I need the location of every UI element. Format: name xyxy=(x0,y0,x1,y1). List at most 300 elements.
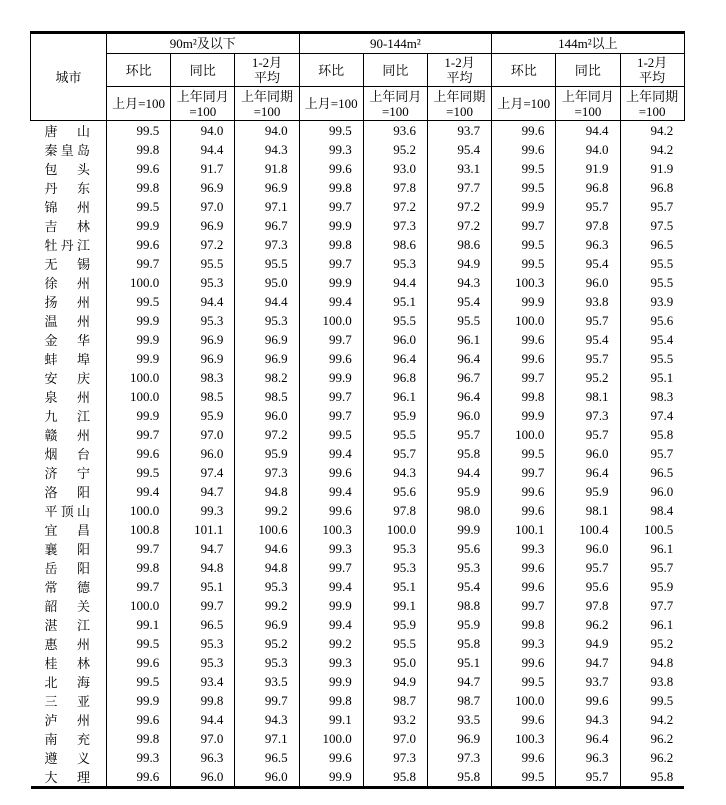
value-cell: 99.4 xyxy=(299,444,363,463)
value-cell: 99.6 xyxy=(107,767,171,788)
city-cell: 泸州 xyxy=(44,713,90,728)
value-cell: 95.1 xyxy=(620,368,684,387)
value-cell: 100.0 xyxy=(107,387,171,406)
value-cell: 101.1 xyxy=(171,520,235,539)
value-cell: 99.9 xyxy=(299,273,363,292)
value-cell: 97.3 xyxy=(363,216,427,235)
value-cell: 95.2 xyxy=(620,634,684,653)
value-cell: 99.6 xyxy=(299,159,363,178)
base-label: 上年同期 xyxy=(240,88,293,104)
table-row xyxy=(31,634,685,653)
value-cell: 93.8 xyxy=(620,672,684,691)
value-cell: 98.4 xyxy=(620,501,684,520)
value-cell: 99.8 xyxy=(107,140,171,159)
value-cell: 95.5 xyxy=(620,349,684,368)
value-cell: 99.9 xyxy=(492,406,556,425)
value-cell: 94.8 xyxy=(171,558,235,577)
value-cell: 99.9 xyxy=(299,596,363,615)
value-cell: 95.7 xyxy=(620,197,684,216)
value-cell: 94.2 xyxy=(620,140,684,159)
value-cell: 95.8 xyxy=(620,767,684,788)
value-cell: 95.7 xyxy=(427,425,491,444)
table-row xyxy=(31,767,685,788)
value-cell: 93.5 xyxy=(427,710,491,729)
value-cell: 99.2 xyxy=(299,634,363,653)
value-cell: 96.1 xyxy=(620,615,684,634)
city-cell: 烟台 xyxy=(44,447,90,462)
value-cell: 99.5 xyxy=(492,159,556,178)
measure-label: 平均 xyxy=(253,70,280,85)
city-cell: 唐山 xyxy=(44,124,90,139)
value-cell: 94.3 xyxy=(556,710,620,729)
value-cell: 99.3 xyxy=(492,539,556,558)
value-cell: 95.1 xyxy=(363,292,427,311)
table-row xyxy=(31,463,685,482)
value-cell: 94.9 xyxy=(363,672,427,691)
city-cell: 大理 xyxy=(44,770,90,785)
price-index-table xyxy=(30,31,685,789)
value-cell: 99.6 xyxy=(299,501,363,520)
value-cell: 95.4 xyxy=(427,140,491,159)
value-cell: 96.2 xyxy=(620,729,684,748)
value-cell: 97.3 xyxy=(235,463,299,482)
value-cell: 97.2 xyxy=(427,197,491,216)
table-row xyxy=(31,140,685,159)
base-header-mom xyxy=(107,87,171,121)
value-cell: 99.5 xyxy=(620,691,684,710)
value-cell: 99.6 xyxy=(107,444,171,463)
value-cell: 96.3 xyxy=(171,748,235,767)
value-cell: 99.3 xyxy=(492,634,556,653)
value-cell: 99.1 xyxy=(107,615,171,634)
value-cell: 97.2 xyxy=(171,235,235,254)
value-cell: 98.3 xyxy=(620,387,684,406)
value-cell: 99.9 xyxy=(299,216,363,235)
value-cell: 95.4 xyxy=(556,330,620,349)
city-cell: 洛阳 xyxy=(44,485,90,500)
city-cell: 包头 xyxy=(44,162,90,177)
value-cell: 96.9 xyxy=(171,178,235,197)
base-label: 上年同期 xyxy=(626,88,679,104)
value-cell: 95.3 xyxy=(363,254,427,273)
value-cell: 96.8 xyxy=(363,368,427,387)
value-cell: 95.3 xyxy=(171,273,235,292)
value-cell: 99.5 xyxy=(492,178,556,197)
value-cell: 99.5 xyxy=(299,425,363,444)
city-cell: 锦州 xyxy=(44,200,90,215)
value-cell: 95.5 xyxy=(620,273,684,292)
value-cell: 96.1 xyxy=(427,330,491,349)
value-cell: 97.8 xyxy=(556,216,620,235)
group-header-144-above: 144m²以上 xyxy=(492,33,685,54)
value-cell: 99.5 xyxy=(492,254,556,273)
table-row xyxy=(31,577,685,596)
value-cell: 99.4 xyxy=(299,615,363,634)
base-header-mom xyxy=(299,87,363,121)
city-cell: 九江 xyxy=(44,409,90,424)
value-cell: 99.5 xyxy=(492,235,556,254)
value-cell: 99.4 xyxy=(299,292,363,311)
value-cell: 95.6 xyxy=(363,482,427,501)
value-cell: 99.9 xyxy=(107,311,171,330)
value-cell: 95.3 xyxy=(235,311,299,330)
base-label: =100 xyxy=(381,103,409,119)
measure-header-avg xyxy=(620,54,684,87)
city-cell: 蚌埠 xyxy=(44,352,90,367)
measure-label: 同比 xyxy=(189,62,216,78)
value-cell: 98.6 xyxy=(363,235,427,254)
table-row xyxy=(31,558,685,577)
value-cell: 99.3 xyxy=(299,539,363,558)
value-cell: 100.0 xyxy=(363,520,427,539)
value-cell: 97.0 xyxy=(171,197,235,216)
value-cell: 94.3 xyxy=(427,273,491,292)
value-cell: 94.8 xyxy=(620,653,684,672)
value-cell: 91.8 xyxy=(235,159,299,178)
value-cell: 99.3 xyxy=(171,501,235,520)
city-cell: 湛江 xyxy=(44,618,90,633)
value-cell: 94.2 xyxy=(620,710,684,729)
value-cell: 94.4 xyxy=(171,140,235,159)
measure-header-row xyxy=(31,54,685,87)
value-cell: 94.3 xyxy=(363,463,427,482)
value-cell: 96.0 xyxy=(235,406,299,425)
table-row xyxy=(31,349,685,368)
value-cell: 99.7 xyxy=(107,539,171,558)
measure-header-avg xyxy=(235,54,299,87)
value-cell: 99.2 xyxy=(235,596,299,615)
value-cell: 95.3 xyxy=(427,558,491,577)
measure-header-yoy xyxy=(556,54,620,87)
value-cell: 99.8 xyxy=(492,615,556,634)
value-cell: 100.5 xyxy=(620,520,684,539)
value-cell: 96.5 xyxy=(235,748,299,767)
value-cell: 99.6 xyxy=(492,748,556,767)
value-cell: 95.5 xyxy=(171,254,235,273)
value-cell: 99.8 xyxy=(107,178,171,197)
value-cell: 93.1 xyxy=(427,159,491,178)
value-cell: 91.7 xyxy=(171,159,235,178)
base-label: 上月=100 xyxy=(304,96,358,111)
value-cell: 95.8 xyxy=(427,444,491,463)
value-cell: 99.6 xyxy=(299,463,363,482)
value-cell: 99.7 xyxy=(299,387,363,406)
value-cell: 95.8 xyxy=(427,634,491,653)
value-cell: 98.3 xyxy=(171,368,235,387)
measure-label: 环比 xyxy=(125,62,152,78)
city-cell: 金华 xyxy=(44,333,90,348)
measure-label: 环比 xyxy=(318,62,345,78)
city-cell: 韶关 xyxy=(44,599,90,614)
value-cell: 95.0 xyxy=(363,653,427,672)
base-header-yoy xyxy=(556,87,620,121)
value-cell: 99.7 xyxy=(492,463,556,482)
value-cell: 96.9 xyxy=(235,178,299,197)
value-cell: 96.0 xyxy=(427,406,491,425)
base-header-avg xyxy=(235,87,299,121)
value-cell: 95.8 xyxy=(620,425,684,444)
city-cell: 无锡 xyxy=(44,257,90,272)
city-cell: 宜昌 xyxy=(44,523,90,538)
value-cell: 99.9 xyxy=(492,197,556,216)
value-cell: 94.3 xyxy=(235,140,299,159)
value-cell: 99.7 xyxy=(492,596,556,615)
city-cell: 南充 xyxy=(44,732,90,747)
value-cell: 96.0 xyxy=(171,767,235,788)
value-cell: 93.0 xyxy=(363,159,427,178)
value-cell: 99.6 xyxy=(492,501,556,520)
value-cell: 95.8 xyxy=(363,767,427,788)
value-cell: 95.6 xyxy=(556,577,620,596)
base-label: =100 xyxy=(253,103,281,119)
value-cell: 99.6 xyxy=(492,330,556,349)
value-cell: 98.7 xyxy=(427,691,491,710)
value-cell: 99.8 xyxy=(299,178,363,197)
value-cell: 98.5 xyxy=(235,387,299,406)
value-cell: 95.9 xyxy=(363,615,427,634)
city-cell: 丹东 xyxy=(44,181,90,196)
table-row xyxy=(31,482,685,501)
value-cell: 96.1 xyxy=(363,387,427,406)
value-cell: 94.8 xyxy=(235,558,299,577)
table-row xyxy=(31,311,685,330)
value-cell: 100.8 xyxy=(107,520,171,539)
table-header xyxy=(31,33,685,121)
city-cell: 襄阳 xyxy=(44,542,90,557)
measure-label: 环比 xyxy=(510,62,537,78)
value-cell: 100.3 xyxy=(299,520,363,539)
value-cell: 96.4 xyxy=(363,349,427,368)
value-cell: 100.0 xyxy=(492,691,556,710)
city-cell: 岳阳 xyxy=(44,561,90,576)
value-cell: 96.1 xyxy=(620,539,684,558)
value-cell: 99.7 xyxy=(107,254,171,273)
value-cell: 97.8 xyxy=(363,501,427,520)
value-cell: 93.8 xyxy=(556,292,620,311)
value-cell: 98.1 xyxy=(556,501,620,520)
table-row xyxy=(31,672,685,691)
value-cell: 99.7 xyxy=(492,216,556,235)
value-cell: 95.1 xyxy=(171,577,235,596)
value-cell: 95.3 xyxy=(171,653,235,672)
value-cell: 97.2 xyxy=(363,197,427,216)
city-cell: 北海 xyxy=(44,675,90,690)
value-cell: 91.9 xyxy=(556,159,620,178)
measure-label: 同比 xyxy=(382,62,409,78)
table-row xyxy=(31,235,685,254)
value-cell: 100.3 xyxy=(492,273,556,292)
value-cell: 95.7 xyxy=(556,311,620,330)
value-cell: 94.4 xyxy=(427,463,491,482)
group-header-row xyxy=(31,33,685,54)
value-cell: 95.3 xyxy=(171,311,235,330)
value-cell: 97.5 xyxy=(620,216,684,235)
value-cell: 96.0 xyxy=(235,767,299,788)
value-cell: 94.7 xyxy=(171,482,235,501)
value-cell: 99.7 xyxy=(107,577,171,596)
value-cell: 99.3 xyxy=(299,653,363,672)
value-cell: 96.0 xyxy=(171,444,235,463)
value-cell: 94.7 xyxy=(556,653,620,672)
value-cell: 99.9 xyxy=(107,691,171,710)
table-row xyxy=(31,615,685,634)
value-cell: 94.4 xyxy=(171,710,235,729)
table-row xyxy=(31,121,685,141)
table-row xyxy=(31,292,685,311)
city-cell: 扬州 xyxy=(44,295,90,310)
value-cell: 99.6 xyxy=(492,482,556,501)
measure-header-mom xyxy=(492,54,556,87)
value-cell: 96.4 xyxy=(556,729,620,748)
table-row xyxy=(31,539,685,558)
price-index-table-wrap xyxy=(30,31,685,789)
value-cell: 99.8 xyxy=(107,729,171,748)
value-cell: 95.7 xyxy=(556,425,620,444)
value-cell: 95.5 xyxy=(427,311,491,330)
value-cell: 94.4 xyxy=(556,121,620,141)
value-cell: 95.6 xyxy=(427,539,491,558)
value-cell: 99.5 xyxy=(107,463,171,482)
table-row xyxy=(31,330,685,349)
city-cell: 桂林 xyxy=(44,656,90,671)
value-cell: 99.7 xyxy=(299,558,363,577)
value-cell: 96.0 xyxy=(620,482,684,501)
city-cell: 泉州 xyxy=(44,390,90,405)
table-row xyxy=(31,368,685,387)
value-cell: 95.2 xyxy=(363,140,427,159)
value-cell: 99.9 xyxy=(107,406,171,425)
city-cell: 秦皇岛 xyxy=(44,143,90,158)
table-row xyxy=(31,748,685,767)
base-label: 上年同月 xyxy=(369,88,422,104)
value-cell: 100.0 xyxy=(299,311,363,330)
value-cell: 99.8 xyxy=(299,691,363,710)
value-cell: 99.5 xyxy=(492,672,556,691)
value-cell: 96.9 xyxy=(235,330,299,349)
value-cell: 96.4 xyxy=(427,349,491,368)
value-cell: 96.9 xyxy=(427,729,491,748)
value-cell: 97.4 xyxy=(620,406,684,425)
city-cell: 三亚 xyxy=(44,694,90,709)
value-cell: 100.3 xyxy=(492,729,556,748)
value-cell: 100.0 xyxy=(492,425,556,444)
value-cell: 95.7 xyxy=(556,349,620,368)
value-cell: 96.9 xyxy=(171,349,235,368)
value-cell: 95.9 xyxy=(427,482,491,501)
table-row xyxy=(31,691,685,710)
value-cell: 99.6 xyxy=(492,710,556,729)
value-cell: 95.1 xyxy=(363,577,427,596)
value-cell: 95.4 xyxy=(620,330,684,349)
value-cell: 95.9 xyxy=(427,615,491,634)
value-cell: 93.6 xyxy=(363,121,427,141)
value-cell: 99.8 xyxy=(299,235,363,254)
value-cell: 99.4 xyxy=(107,482,171,501)
value-cell: 98.6 xyxy=(427,235,491,254)
value-cell: 99.7 xyxy=(299,254,363,273)
value-cell: 99.6 xyxy=(107,653,171,672)
value-cell: 96.3 xyxy=(556,748,620,767)
measure-header-avg xyxy=(427,54,491,87)
measure-label: 平均 xyxy=(446,70,473,85)
value-cell: 95.4 xyxy=(427,577,491,596)
value-cell: 94.4 xyxy=(363,273,427,292)
value-cell: 95.3 xyxy=(235,577,299,596)
value-cell: 94.0 xyxy=(171,121,235,141)
city-cell: 温州 xyxy=(44,314,90,329)
value-cell: 95.5 xyxy=(235,254,299,273)
value-cell: 95.9 xyxy=(363,406,427,425)
table-row xyxy=(31,387,685,406)
city-cell: 惠州 xyxy=(44,637,90,652)
value-cell: 99.6 xyxy=(299,349,363,368)
value-cell: 96.0 xyxy=(556,444,620,463)
value-cell: 99.7 xyxy=(299,330,363,349)
value-cell: 99.8 xyxy=(107,558,171,577)
value-cell: 94.9 xyxy=(427,254,491,273)
value-cell: 99.3 xyxy=(107,748,171,767)
value-cell: 95.3 xyxy=(363,558,427,577)
value-cell: 94.2 xyxy=(620,121,684,141)
value-cell: 99.8 xyxy=(171,691,235,710)
value-cell: 95.9 xyxy=(235,444,299,463)
city-cell: 遵义 xyxy=(44,751,90,766)
value-cell: 91.9 xyxy=(620,159,684,178)
value-cell: 95.6 xyxy=(620,311,684,330)
table-row xyxy=(31,653,685,672)
value-cell: 95.7 xyxy=(556,558,620,577)
measure-label: 同比 xyxy=(574,62,601,78)
value-cell: 94.0 xyxy=(556,140,620,159)
city-cell: 牡丹江 xyxy=(44,238,90,253)
value-cell: 100.1 xyxy=(492,520,556,539)
value-cell: 95.8 xyxy=(427,767,491,788)
table-row xyxy=(31,406,685,425)
value-cell: 95.1 xyxy=(427,653,491,672)
value-cell: 99.5 xyxy=(107,672,171,691)
value-cell: 96.9 xyxy=(235,615,299,634)
value-cell: 97.3 xyxy=(235,235,299,254)
value-cell: 97.4 xyxy=(171,463,235,482)
value-cell: 99.1 xyxy=(363,596,427,615)
value-cell: 99.5 xyxy=(107,121,171,141)
base-header-avg xyxy=(620,87,684,121)
value-cell: 99.7 xyxy=(235,691,299,710)
city-cell: 吉林 xyxy=(44,219,90,234)
value-cell: 96.7 xyxy=(427,368,491,387)
table-row xyxy=(31,425,685,444)
value-cell: 99.7 xyxy=(299,197,363,216)
value-cell: 97.3 xyxy=(427,748,491,767)
value-cell: 96.0 xyxy=(363,330,427,349)
value-cell: 97.2 xyxy=(235,425,299,444)
value-cell: 97.0 xyxy=(363,729,427,748)
base-header-mom xyxy=(492,87,556,121)
value-cell: 99.8 xyxy=(492,387,556,406)
value-cell: 97.7 xyxy=(427,178,491,197)
value-cell: 97.2 xyxy=(427,216,491,235)
value-cell: 96.4 xyxy=(427,387,491,406)
value-cell: 95.7 xyxy=(556,197,620,216)
base-label: =100 xyxy=(446,103,473,119)
value-cell: 99.5 xyxy=(107,292,171,311)
value-cell: 95.3 xyxy=(171,634,235,653)
base-header-yoy xyxy=(363,87,427,121)
value-cell: 95.0 xyxy=(235,273,299,292)
value-cell: 99.5 xyxy=(299,121,363,141)
value-cell: 96.9 xyxy=(171,216,235,235)
value-cell: 94.7 xyxy=(427,672,491,691)
